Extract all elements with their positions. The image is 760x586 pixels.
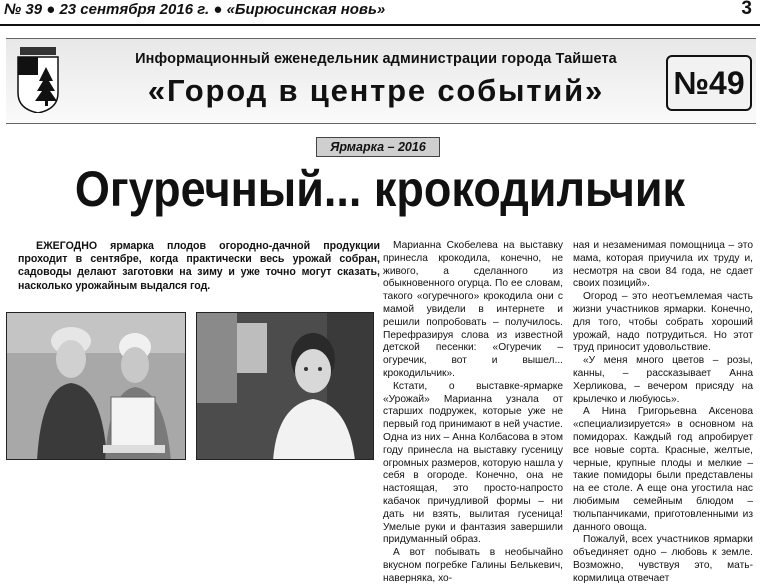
article-lead: ЕЖЕГОДНО ярмарка плодов огородно-дачной продукции проходит в сентябре, когда практически весь урожай собран, садоводы делают заготовки на зиму и уже точно могут сказать, насколько урожайным выдался год. xyxy=(18,240,380,292)
running-head-left xyxy=(4,0,385,20)
running-head xyxy=(0,0,760,20)
bullet: ● xyxy=(46,1,60,18)
issue-number-badge: №49 xyxy=(666,55,752,111)
article-column-1 xyxy=(383,240,563,586)
article-headline: Огуречный... крокодильчик xyxy=(74,161,686,217)
masthead xyxy=(6,38,756,124)
photo-two-women-with-prize xyxy=(6,312,186,460)
rubric-label: Ярмарка – 2016 xyxy=(316,137,440,157)
paragraph: ная и незаменимая помощница – это мама, которая приучила их труду и, несмотря на свои 84 года, не сдает своих позиций». xyxy=(573,240,753,290)
photo-girl xyxy=(196,312,374,460)
photo-illustration xyxy=(197,313,374,460)
page-number: 3 xyxy=(741,0,752,19)
paper-name: «Бирюсинская новь» xyxy=(226,1,386,18)
date-label: 23 сентября 2016 г. xyxy=(59,1,210,18)
paragraph: А вот побывать в необычайно вкусном погребке Галины Белькевич, наверняка, хо- xyxy=(383,547,563,584)
masthead-subtitle: Информационный еженедельник администрации города Тайшета xyxy=(135,51,617,67)
paragraph: Кстати, о выставке-ярмарке «Урожай» Марианна узнала от старших подружек, которые уже не первый год принимают в ней участие. Одна из них – Анна Колбасова в этом году принесла на выставку гусеницу огромных размеров, которую нашла у себя в огороде. Конечно, она не настоящая, это просто-напросто кабачок причудливой формы – ни дать ни взять, вылитая гусеница! Умелые руки и фантазия завершили придуманный образ. xyxy=(383,380,563,546)
paragraph: Марианна Скобелева на выставку принесла крокодила, конечно, не живого, а сделанного из обыкновенного огурца. По ее словам, такого «огуречного» крокодила они с мамой увидели в интернете и решили попробовать – получилось. Перефразируя слова из известной детской песенки: «Огуречик – огуречик, вот и вышел... крокодильчик». xyxy=(383,240,563,379)
masthead-title: «Город в центре событий» xyxy=(147,73,605,108)
town-coat-of-arms-icon xyxy=(16,47,60,113)
issue-label: № 39 xyxy=(4,1,43,18)
paragraph: А Нина Григорьевна Аксенова «специализируется» в основном на помидорах. Каждый год апробирует все новые сорта. Красные, желтые, черные, крупные плоды и мелкие – такие помидоры были представлены на ее столе. А еще она угостила нас любимым семейным блюдом – тюльпанчиками, приготовленными из данного овоща. xyxy=(573,406,753,533)
photo-illustration xyxy=(7,313,186,460)
paragraph: Огород – это неотъемлемая часть жизни участников ярмарки. Конечно, для того, чтобы собрать хороший урожай, надо потрудиться. Но этот труд приносит удовольствие. xyxy=(573,291,753,354)
bullet: ● xyxy=(213,1,227,18)
header-rule xyxy=(0,24,760,26)
paragraph: Пожалуй, всех участников ярмарки объединяет одно – любовь к земле. Возможно, чувствуя это, мать-кормилица отвечает xyxy=(573,534,753,584)
paragraph: «У меня много цветов – розы, канны, – рассказывает Анна Херликова, – вечером присяду на крылечко и любуюсь». xyxy=(573,355,753,405)
article-column-2 xyxy=(573,240,753,586)
